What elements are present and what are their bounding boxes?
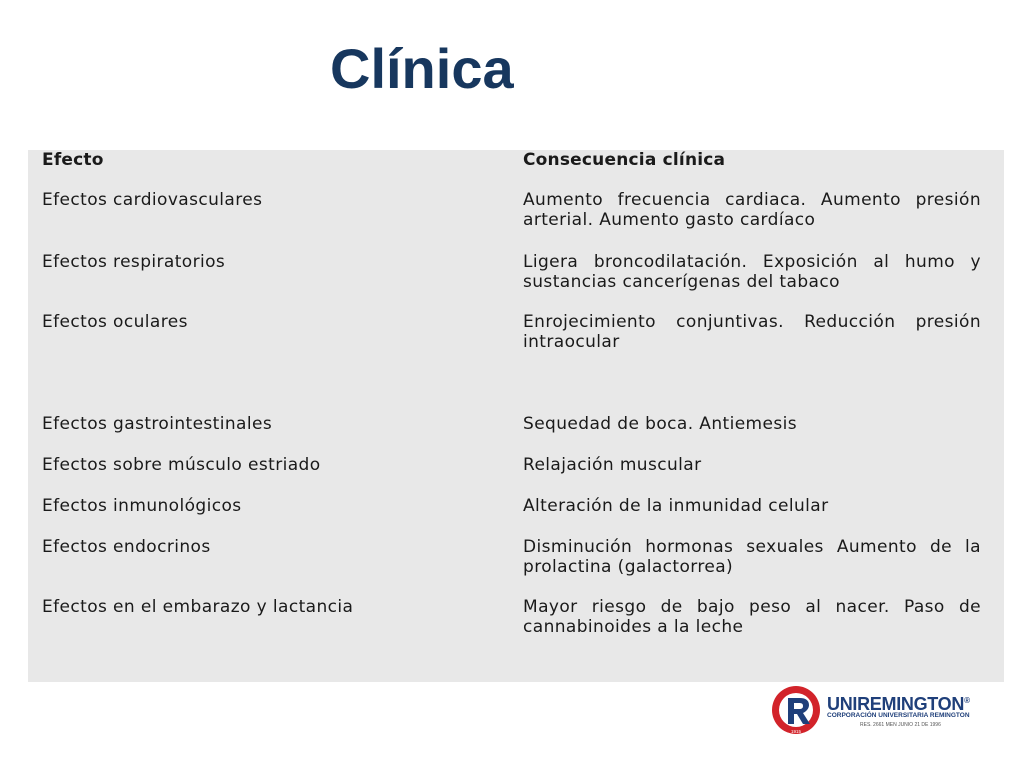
logo-name: UNIREMINGTON [827,694,965,714]
effects-table [28,150,1004,682]
row-consequence: Ligera broncodilatación. Exposición al humo y sustancias cancerígenas del tabaco [523,252,981,292]
row-effect: Efectos inmunológicos [42,496,242,516]
row-consequence: Mayor riesgo de bajo peso al nacer. Paso de cannabinoides a la leche [523,597,981,637]
row-consequence: Sequedad de boca. Antiemesis [523,414,798,434]
row-effect: Efectos endocrinos [42,537,211,557]
row-effect: Efectos sobre músculo estriado [42,455,321,475]
row-consequence: Disminución hormonas sexuales Aumento de la prolactina (galactorrea) [523,537,981,577]
logo-resolution: RES. 2661 MEN JUNIO 21 DE 1996 [860,722,941,728]
row-effect: Efectos en el embarazo y lactancia [42,597,354,617]
logo-tagline: CORPORACIÓN UNIVERSITARIA REMINGTON [827,712,970,719]
uniremington-logo [770,684,980,736]
row-effect: Efectos gastrointestinales [42,414,273,434]
emblem-year: 1915 [790,729,802,734]
slide-title: Clínica [330,37,514,100]
header-consequence: Consecuencia clínica [523,150,726,170]
row-effect: Efectos cardiovasculares [42,190,263,210]
row-consequence: Aumento frecuencia cardiaca. Aumento presión arterial. Aumento gasto cardíaco [523,190,981,230]
row-consequence: Alteración de la inmunidad celular [523,496,829,516]
header-effect: Efecto [42,150,104,170]
registered-mark: ® [964,696,970,705]
row-effect: Efectos oculares [42,312,188,332]
row-consequence: Enrojecimiento conjuntivas. Reducción presión intraocular [523,312,981,352]
row-effect: Efectos respiratorios [42,252,226,272]
row-consequence: Relajación muscular [523,455,702,475]
uniremington-emblem-icon [770,684,822,736]
